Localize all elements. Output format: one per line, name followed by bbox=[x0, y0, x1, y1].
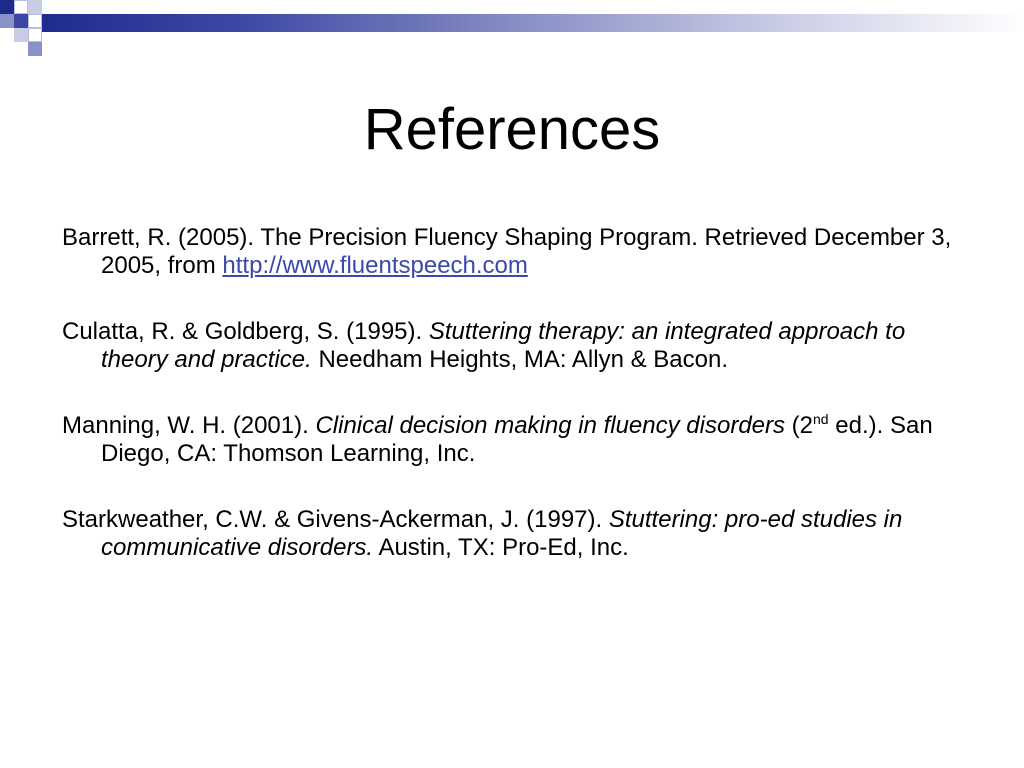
reference-authors: Barrett, R. (2005). bbox=[62, 224, 261, 251]
reference-title: Stuttering: pro-ed studies in communicative disorders. bbox=[101, 506, 903, 561]
reference-link[interactable]: http://www.fluentspeech.com bbox=[222, 252, 528, 279]
reference-title: Stuttering therapy: an integrated approach to theory and practice. bbox=[101, 318, 906, 373]
decor-square bbox=[0, 14, 14, 28]
decor-square-outline bbox=[28, 28, 42, 42]
reference-authors: Culatta, R. & Goldberg, S. (1995). bbox=[62, 318, 429, 345]
reference-authors: Starkweather, C.W. & Givens-Ackerman, J. (1997). bbox=[62, 506, 609, 533]
header-decoration bbox=[0, 0, 1024, 62]
reference-authors: Manning, W. H. (2001). bbox=[62, 412, 316, 439]
reference-publisher: Austin, TX: Pro-Ed, Inc. bbox=[373, 534, 629, 561]
reference-publisher: Needham Heights, MA: Allyn & Bacon. bbox=[311, 346, 728, 373]
reference-edition: (2 bbox=[785, 412, 814, 439]
reference-title: Clinical decision making in fluency disorders bbox=[315, 412, 785, 439]
reference-item bbox=[62, 224, 962, 280]
reference-item bbox=[62, 412, 962, 468]
decor-square-outline bbox=[28, 14, 42, 28]
decor-square-outline bbox=[14, 0, 28, 14]
reference-title: The Precision Fluency Shaping Program. bbox=[260, 224, 698, 251]
decor-square bbox=[28, 0, 42, 14]
reference-item bbox=[62, 506, 962, 562]
reference-publisher: San Diego, CA: Thomson Learning, Inc. bbox=[101, 412, 933, 467]
decor-square bbox=[28, 42, 42, 56]
decor-square bbox=[0, 0, 14, 14]
reference-item bbox=[62, 318, 962, 374]
slide-title: References bbox=[363, 97, 661, 162]
header-gradient-bar bbox=[38, 14, 1024, 32]
reference-list bbox=[62, 224, 962, 600]
decor-square bbox=[14, 14, 28, 28]
reference-edition-superscript: nd bbox=[813, 411, 829, 427]
reference-edition: ed.). bbox=[828, 412, 884, 439]
reference-retrieved: Retrieved December 3, 2005, from bbox=[101, 224, 952, 279]
decor-square bbox=[14, 28, 28, 42]
